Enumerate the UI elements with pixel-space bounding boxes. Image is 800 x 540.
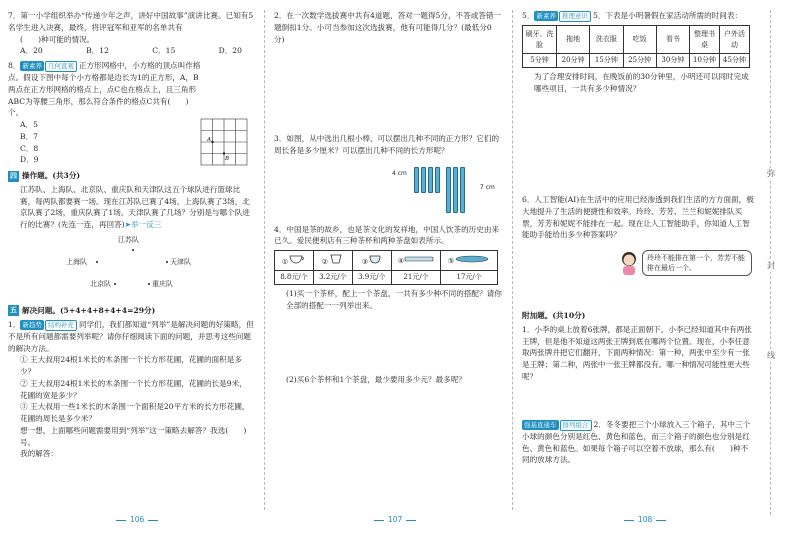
tray-2-icon — [454, 254, 490, 263]
question-6-text: 6．人工智能(AI)在生活中的应用已经渗透到我们生活的方方面面，极大地提升了生活的便捷性和效率。玲玲、芳芳、兰兰和妮妮排队买票，芳芳和妮妮不能排在一起。现在让人工智能助手，你知道人工智能助手能给出多少种答案吗？ — [522, 195, 754, 240]
team-diagram — [8, 233, 254, 301]
page-number-106: 106 — [112, 514, 162, 526]
team-jiangsu-dot[interactable] — [132, 249, 134, 251]
tray-1-cell: ④ — [391, 251, 440, 271]
margin-char-2: 封 — [765, 260, 777, 272]
activity-header-1: 刷牙、洗脸 — [523, 26, 557, 54]
activity-header-4: 吃饭 — [623, 26, 656, 54]
question-2 — [274, 10, 502, 130]
team-chongqing: 重庆队 — [152, 280, 173, 289]
extra-q2-tag2: 排列组合 — [560, 420, 592, 431]
s5q1-text: 同学们，我们都知道“列举”是解决问题的好策略，但不是所有问题都需要列举呢？请你仔细阅读下面的问题，并思考这些问题的解决方法。 — [8, 319, 254, 353]
team-tianjin: 天津队 — [170, 258, 191, 267]
s5q1-tag2: 结构补充 — [45, 320, 77, 331]
price-4: 21元/个 — [391, 271, 440, 285]
activity-time-5: 30分钟 — [656, 54, 689, 68]
sticks-figure — [274, 163, 502, 221]
question-4 — [274, 224, 502, 386]
question-4-text: 4．中国是茶的故乡，也是茶文化的发祥地，中国人饮茶的历史由来已久。爱民便利店有三种茶杯和两种茶盘如表所示。 — [274, 224, 500, 246]
activity-header-7: 户外活动 — [720, 26, 750, 54]
activity-time-1: 5分钟 — [523, 54, 557, 68]
cup-3-cell: ③ — [352, 251, 391, 271]
extra-title: 附加题。(共10分) — [522, 311, 586, 320]
q7-option-b[interactable]: B．12 — [86, 46, 109, 56]
activity-time-4: 25分钟 — [623, 54, 656, 68]
cup-1-cell: ① — [275, 251, 314, 271]
section-4-text: 江苏队、上海队、北京队、重庆队和天津队这五个球队进行篮球比赛，每两队都要赛一场。现在江苏队已赛了4场，上海队赛了3场，北京队赛了2场，重庆队赛了1场。天津队赛了几场？分别是与哪个队进行的比赛？(先连一连，再回答)➤举一反三 — [20, 184, 250, 230]
activity-time-6: 10分钟 — [690, 54, 720, 68]
team-tianjin-dot[interactable] — [166, 261, 168, 263]
section-5-title: 解决问题。(5+4+4+8+4+4=29分) — [22, 306, 156, 316]
activity-table — [522, 25, 750, 68]
extra-header — [522, 310, 754, 322]
section-4-number: 四 — [10, 171, 17, 180]
question-7 — [8, 10, 254, 57]
team-jiangsu: 江苏队 — [118, 236, 139, 245]
tea-table — [274, 250, 498, 285]
section-4-header — [8, 170, 254, 182]
section-5-question-1: 1． 新趋势 结构补充 同学们，我们都知道“列举”是解决问题的好策略，但不是所有问题都需要列举呢？请你仔细阅读下面的问题，并思考这些问题的解决方法。 ① 王大叔用24根1米长的木条围一个长方形花圃，花圃的面积是多少？ ② 王大叔用24根1米长的木条围一个长方形花圃，花圃的长是9米，花圃的宽是多少？ ③ 王大叔用一些1米长的木条围一个面积是20平方米的长方形花圃，花圃的周长是多少米？ 想一想，上面哪些问题需要用到“列举”这一策略去解答？我选( )号。 我的解答： — [8, 319, 254, 459]
question-2-text: 2．在一次数学选拔赛中共有4道题，答对一题得5分，不答或答错一题倒扣1分。小可当参加这次选拔赛，他有可能得几分？(最低分0分) — [274, 11, 502, 44]
s5q1-item-1: ① 王大叔用24根1米长的木条围一个长方形花圃，花圃的面积是多少？ — [20, 355, 242, 377]
grid-figure — [200, 118, 248, 166]
question-6 — [522, 194, 754, 306]
cup-2-cell: ② — [313, 251, 352, 271]
answer-label[interactable]: 我的解答： — [20, 449, 58, 459]
tray-1-icon — [404, 255, 434, 263]
s5q1-tag: 新趋势 — [22, 320, 42, 329]
question-5 — [522, 10, 754, 191]
grid-point-b — [223, 152, 225, 154]
column-divider-2 — [512, 10, 513, 510]
page-107 — [274, 10, 502, 515]
page-number-107: 107 — [370, 514, 420, 526]
margin-char-3: 线 — [765, 350, 777, 362]
s5q1-item-3: ③ 王大叔用一些1米长的木条围一个面积是20平方米的长方形花圃，花圃的周长是多少米？ — [20, 402, 250, 424]
activity-header-2: 拖地 — [557, 26, 590, 54]
grid-label-b: B — [225, 156, 230, 162]
activity-time-2: 20分钟 — [557, 54, 590, 68]
price-5: 17元/个 — [441, 271, 498, 285]
long-stick-1 — [446, 167, 451, 213]
activity-header-5: 看书 — [656, 26, 689, 54]
column-divider-1 — [264, 10, 265, 510]
price-2: 3.2元/个 — [313, 271, 352, 285]
question-5-after: 为了合理安排时间，在晚饭前的30分钟里，小明还可以同时完成哪些项目，一共有多少种情况？ — [534, 72, 749, 93]
q8-tag2: 几何直观 — [45, 61, 77, 72]
question-7-options — [8, 45, 254, 57]
tray-2-cell: ⑤ — [441, 251, 498, 271]
girl-avatar-icon — [618, 250, 640, 276]
q5-tag: 新素养 — [536, 12, 556, 20]
q8-option-b[interactable]: B．7 — [20, 131, 39, 141]
section-5-number: 五 — [10, 306, 17, 315]
grid-point-a — [211, 141, 213, 143]
question-4-sub1: (1)买一个茶杯，配上一个茶盘，一共有多少种不同的搭配？请你全部的搭配一一列举出来。 — [286, 289, 502, 310]
section-4-link[interactable]: ➤举一反三 — [124, 220, 162, 230]
s5q1-after: 想一想，上面哪些问题需要用到“列举”这一策略去解答？我选( )号。 — [20, 425, 247, 447]
short-stick-3 — [428, 167, 433, 193]
speech-bubble: 玲玲不能排在第一个，芳芳不能排在最后一个。 — [642, 250, 752, 276]
cup-3-icon — [368, 254, 382, 264]
team-shanghai-dot[interactable] — [96, 261, 98, 263]
extra-q2-text: 2．冬冬要把三个小球放入三个箱子，其中三个小球的颜色分别是红色、黄色和蓝色，而三个箱子的颜色也分别是红色、黄色和蓝色。如果每个箱子可以空着不放球，那么有( )种不同的放球方法。 — [522, 419, 751, 465]
short-stick-1 — [414, 167, 419, 193]
question-3-text: 3．如图，从中选出几根小棒，可以摆出几种不同的正方形？它们的周长各是多少厘米？可以摆出几种不同的长方形呢？ — [274, 134, 500, 155]
grid-label-a: A — [207, 137, 211, 143]
stick-label-4cm: 4 cm — [392, 169, 407, 177]
q8-tag: 新素养 — [22, 62, 42, 71]
team-beijing: 北京队 — [90, 280, 111, 289]
q7-option-a[interactable]: A．20 — [20, 46, 43, 56]
question-3 — [274, 133, 502, 221]
team-shanghai: 上海队 — [66, 258, 87, 267]
short-stick-4 — [435, 167, 440, 193]
section-5-header — [8, 305, 254, 317]
cup-1-icon — [288, 254, 306, 264]
s5q1-item-2: ② 王大叔用24根1米长的木条围一个长方形花圃，花圃的长是9米，花圃的宽是多少？ — [20, 378, 247, 400]
question-4-sub2: (2)买6个茶杯和1个茶盘，最少要用多少元？最多呢？ — [286, 375, 466, 385]
team-beijing-dot[interactable] — [114, 283, 116, 285]
q7-option-d[interactable]: D．20 — [218, 46, 242, 56]
question-5-num: 5． — [522, 11, 535, 20]
question-8-text: 正方形网格中，小方格的顶点叫作格点。假设下图中每个小方格都是边长为1的正方形，A，B两点在正方形网格的格点上，点C也在格点上，且三角形ABC为等腰三角形，那么符合条件的格点C共有( )个。 — [8, 61, 201, 118]
cup-2-icon — [328, 254, 344, 264]
price-3: 3.9元/个 — [352, 271, 391, 285]
short-stick-2 — [421, 167, 426, 193]
extra-question-2 — [522, 419, 754, 466]
long-stick-3 — [460, 167, 465, 213]
q8-option-c[interactable]: C．8 — [20, 143, 39, 153]
question-7-text2: ( )种可能的情况。 — [20, 34, 95, 44]
team-chongqing-dot[interactable] — [148, 283, 150, 285]
extra-q2-tag: 强基直通车 — [524, 420, 557, 429]
section-4-title: 操作题。(共3分) — [22, 171, 81, 181]
activity-time-7: 45分钟 — [720, 54, 750, 68]
question-5-text: 5．下表是小明暑假在家活动所需的时间表： — [592, 11, 743, 20]
q8-option-a[interactable]: A．5 — [20, 120, 38, 130]
activity-header-3: 洗衣服 — [590, 26, 623, 54]
page-108 — [522, 10, 754, 515]
stick-label-7cm: 7 cm — [480, 183, 495, 191]
question-7-text: 7．第一小学组织举办“传递少年之声，讲好中国故事”演讲比赛。已知有5名学生进入决赛，最终，将评冠军和亚军的名单共有 — [8, 11, 254, 32]
question-8: 8． 新素养 几何直观 正方形网格中，小方格的顶点叫作格点。假设下图中每个小方格都是边长为1的正方形，A，B两点在正方形网格的格点上，点C也在格点上，且三角形ABC为等腰三角形，那么符合条件的格点C共有( )个。 A．5 B．7 C．8 D．9 — [8, 60, 254, 166]
margin-char-1: 弥 — [765, 168, 777, 180]
extra-question-1: 1．小李的桌上放着6张牌，都是正面朝下。小李已经知道其中有两张王牌，但是他不知道这两张王牌到底在哪两个位置。现在，小李任意取两张牌并把它们翻开，下面两种情况：第一种，两张中至少有一张是王牌；第二种，两张中一张王牌都没有。哪一种情况可能性更大些呢？ — [522, 324, 752, 381]
q7-option-c[interactable]: C．15 — [152, 46, 176, 56]
q8-option-d[interactable]: D．9 — [20, 155, 39, 165]
activity-header-6: 整理书桌 — [690, 26, 720, 54]
price-1: 8.8元/个 — [275, 271, 314, 285]
page-number-108: 108 — [620, 514, 670, 526]
page-106 — [8, 10, 254, 515]
q5-tag2: 推理意识 — [559, 11, 591, 22]
activity-time-3: 15分钟 — [590, 54, 623, 68]
long-stick-2 — [453, 167, 458, 213]
